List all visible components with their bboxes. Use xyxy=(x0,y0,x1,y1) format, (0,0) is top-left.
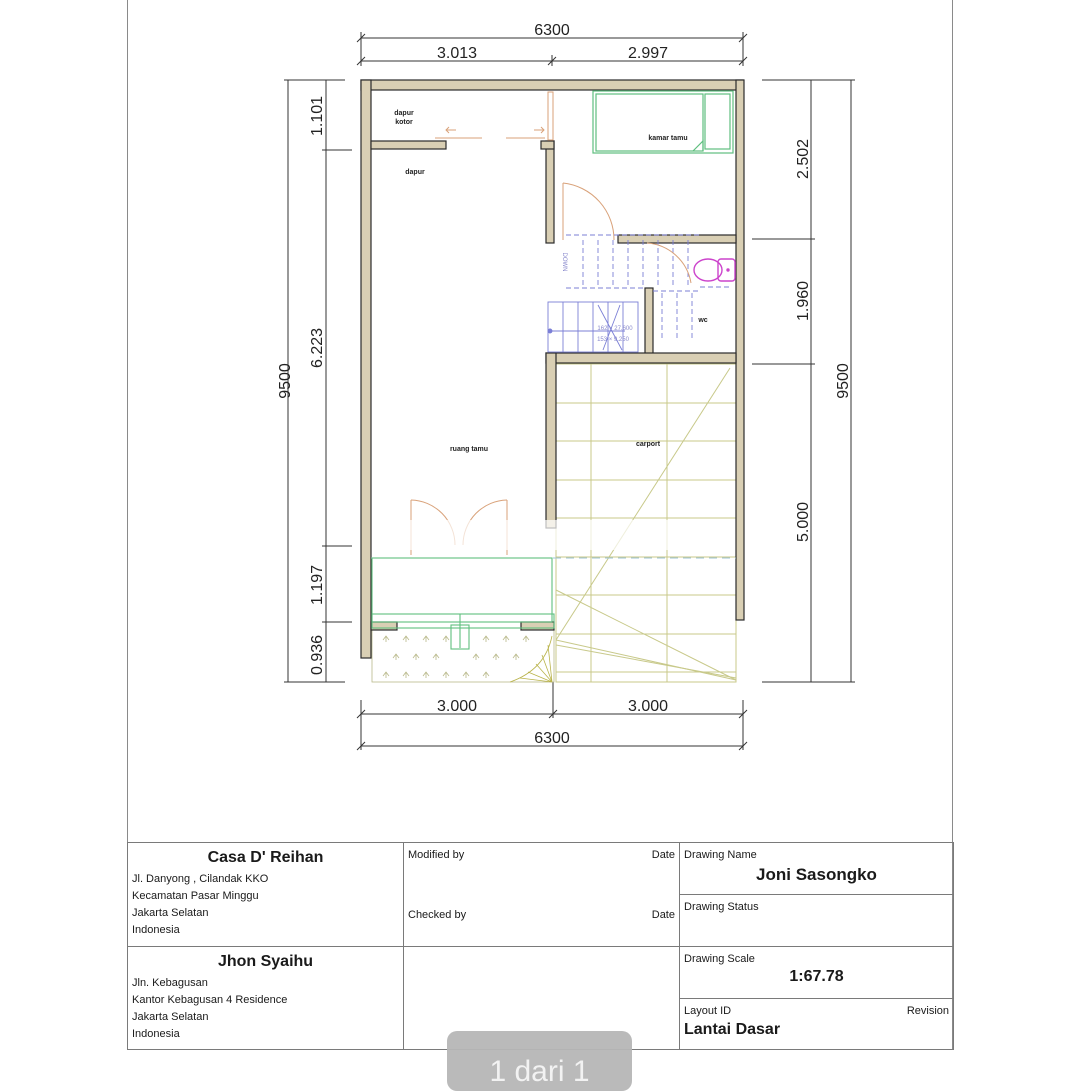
title-block-drawing-info xyxy=(680,843,953,1049)
checked-date-label: Date xyxy=(651,909,675,921)
dim-bottom-left: 3.000 xyxy=(436,698,478,715)
dim-left-seg-3: 1.197 xyxy=(309,564,326,606)
client-address-line: Indonesia xyxy=(132,1028,180,1040)
toilet-icon xyxy=(694,259,735,281)
stair-down-label: DOWN xyxy=(561,252,567,272)
checked-by-label: Checked by xyxy=(408,909,467,921)
dim-bottom-right: 3.000 xyxy=(627,698,669,715)
project-address-line: Jakarta Selatan xyxy=(132,907,209,919)
white-smudge xyxy=(380,520,700,550)
room-label-kamar-tamu: kamar tamu xyxy=(648,135,688,142)
sliding-door xyxy=(435,127,545,138)
dim-top-total: 6300 xyxy=(534,22,570,39)
drawing-name-value: Joni Sasongko xyxy=(756,865,877,884)
dim-right-total: 9500 xyxy=(835,363,852,399)
drawing-name-label: Drawing Name xyxy=(684,849,757,861)
drawing-status-cell xyxy=(680,895,953,947)
page-indicator-label: 1 dari 1 xyxy=(489,1055,590,1088)
dim-right-seg-1: 2.502 xyxy=(795,138,812,180)
dim-top-right: 2.997 xyxy=(627,45,669,62)
room-label-carport: carport xyxy=(635,441,661,448)
project-address-line: Indonesia xyxy=(132,924,180,936)
stair-note-1: 162 × 27.600 xyxy=(597,326,633,332)
client-address-line: Jakarta Selatan xyxy=(132,1011,209,1023)
door-swing-wc xyxy=(647,243,691,283)
layout-id-label: Layout ID xyxy=(684,1005,732,1017)
title-block-parties xyxy=(128,843,404,1049)
dim-bottom-total: 6300 xyxy=(534,730,570,747)
drawing-scale-value: 1:67.78 xyxy=(789,968,844,985)
room-label-ruang-tamu: ruang tamu xyxy=(449,446,489,453)
layout-id-cell xyxy=(680,999,953,1049)
drawing-status-label: Drawing Status xyxy=(684,901,759,913)
layout-id-value: Lantai Dasar xyxy=(684,1021,781,1038)
modified-date-label: Date xyxy=(651,849,675,861)
dim-left-total: 9500 xyxy=(277,363,294,399)
bed-furniture xyxy=(593,91,733,153)
door-frame-upper xyxy=(548,92,553,140)
project-address-line: Jl. Danyong , Cilandak KKO xyxy=(132,873,269,885)
title-block xyxy=(127,842,954,1050)
client-cell xyxy=(128,947,403,1049)
terrace-hatch xyxy=(372,622,554,682)
door-swing-kamar xyxy=(563,183,614,240)
project-address-line: Kecamatan Pasar Minggu xyxy=(132,890,259,902)
drawing-name-cell xyxy=(680,843,953,895)
drawing-scale-label: Drawing Scale xyxy=(684,953,755,965)
client-address xyxy=(128,975,403,1043)
room-label-dapur-kotor-1: dapur xyxy=(394,110,414,117)
project-cell xyxy=(128,843,403,947)
dim-left-seg-2: 6.223 xyxy=(309,327,326,369)
modified-by-label: Modified by xyxy=(408,849,465,861)
dim-top-left: 3.013 xyxy=(436,45,478,62)
page-indicator xyxy=(447,1031,632,1091)
dim-right-seg-3: 5.000 xyxy=(795,501,812,543)
title-block-revisions xyxy=(404,843,680,1049)
dim-left-seg-1: 1.101 xyxy=(309,95,326,137)
client-name: Jhon Syaihu xyxy=(217,953,314,970)
revision-label: Revision xyxy=(906,1005,949,1017)
client-address-line: Kantor Kebagusan 4 Residence xyxy=(132,994,288,1006)
dim-right-seg-2: 1.960 xyxy=(795,280,812,322)
front-window xyxy=(372,558,554,649)
modified-checked-cell xyxy=(404,843,679,947)
room-label-dapur-kotor-2: kotor xyxy=(395,119,413,126)
stair-note-2: 153 × 9.250 xyxy=(597,337,629,343)
client-address-line: Jln. Kebagusan xyxy=(132,977,208,989)
project-address xyxy=(128,871,403,939)
drawing-scale-cell xyxy=(680,947,953,999)
project-name: Casa D' Reihan xyxy=(207,849,324,866)
room-label-wc: wc xyxy=(698,317,708,324)
dim-left-seg-4: 0.936 xyxy=(309,634,326,676)
room-label-dapur: dapur xyxy=(405,169,425,176)
